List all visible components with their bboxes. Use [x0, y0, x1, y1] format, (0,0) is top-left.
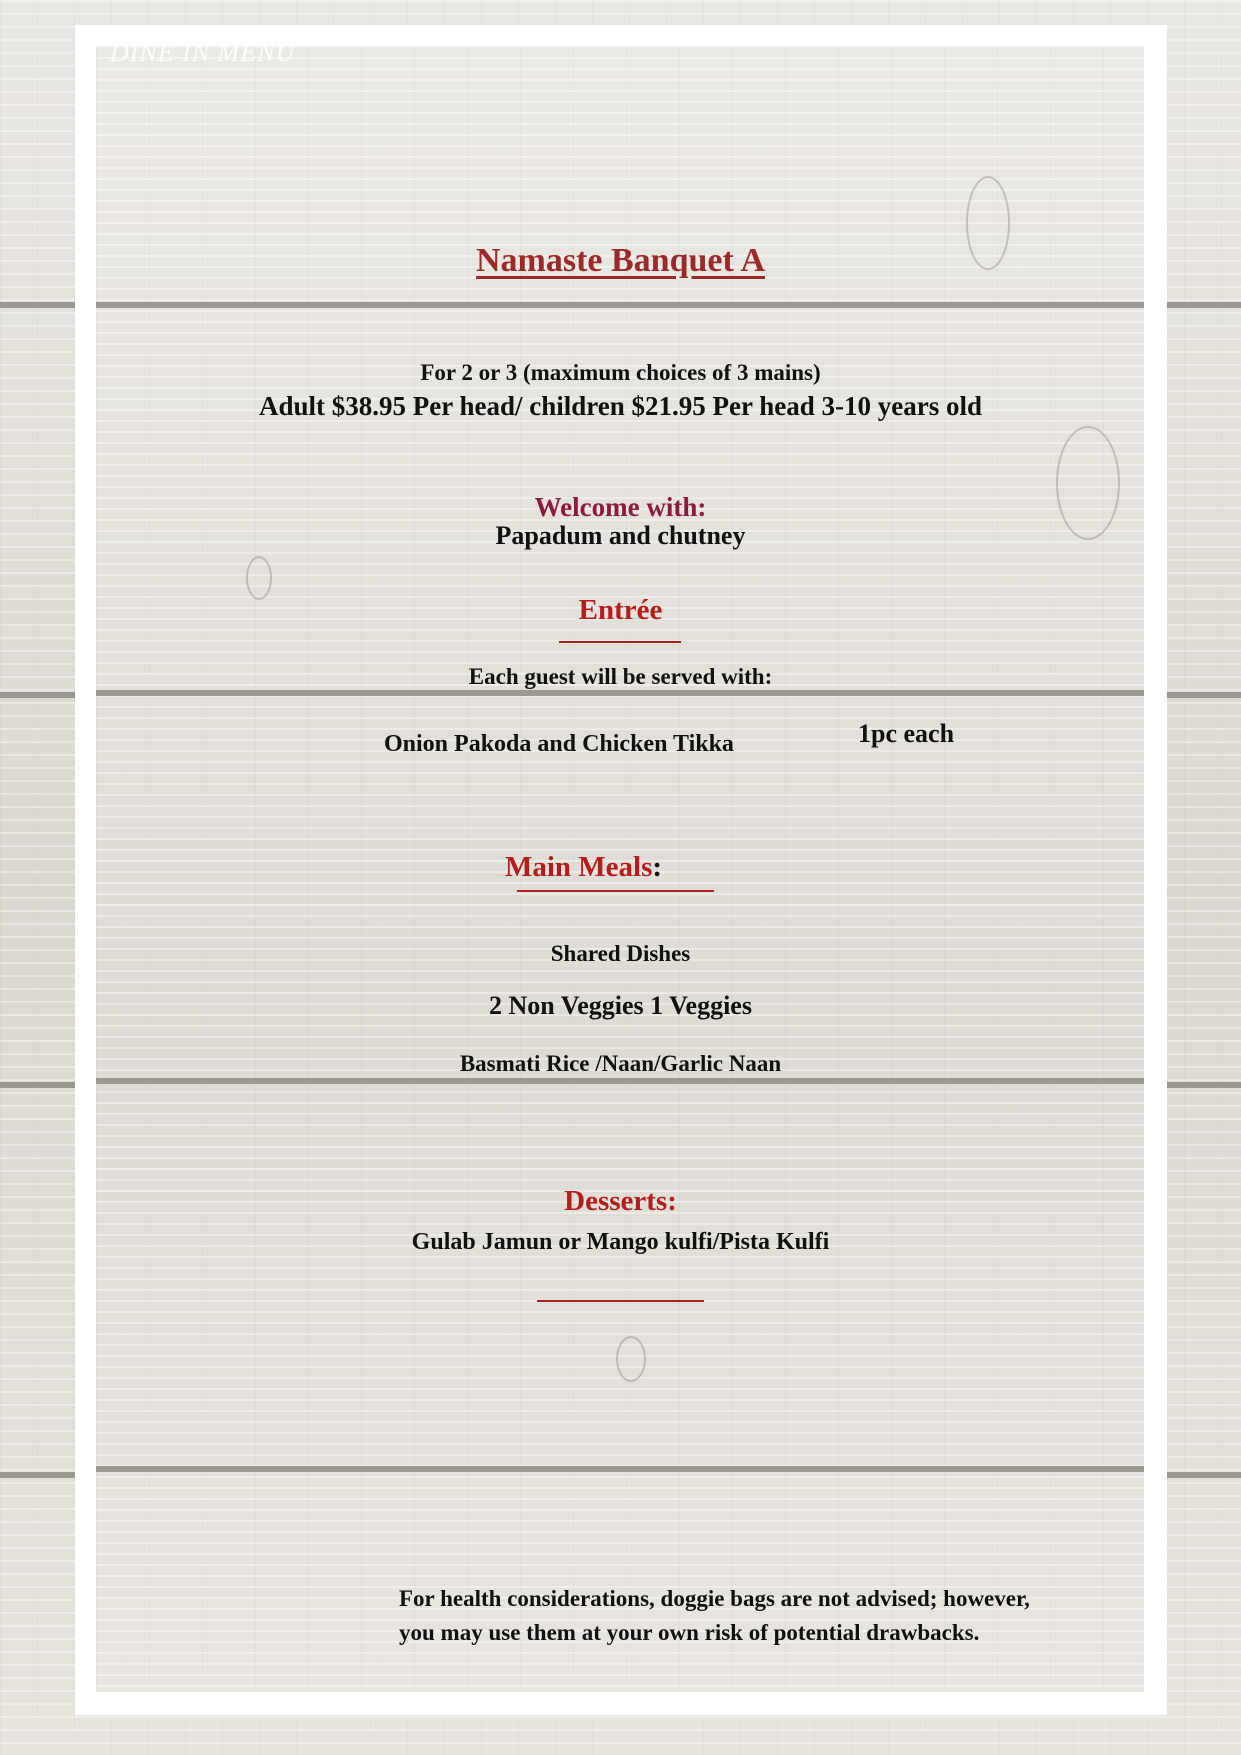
entree-heading: Entrée [578, 594, 663, 626]
main-meals-heading [505, 851, 662, 884]
entree-quantity: 1pc each [858, 719, 955, 748]
desserts-divider [537, 1300, 704, 1302]
notice-line-2: you may use them at your own risk of potential drawbacks. [399, 1620, 980, 1645]
page-title: Namaste Banquet A [475, 242, 766, 279]
entree-item: Onion Pakoda and Chicken Tikka [384, 731, 734, 757]
desserts-item: Gulab Jamun or Mango kulfi/Pista Kulfi [411, 1229, 830, 1255]
guest-count-line: For 2 or 3 (maximum choices of 3 mains) [420, 360, 821, 385]
wood-knot-decoration [616, 1336, 646, 1382]
entree-intro: Each guest will be served with: [468, 664, 773, 689]
main-meals-colon: : [652, 851, 663, 883]
main-meals-underline [517, 890, 714, 892]
notice-line-1: For health considerations, doggie bags are not advised; however, [399, 1586, 1030, 1611]
main-meals-label: Main Meals [505, 851, 653, 883]
dine-in-menu-watermark: DINE IN MENU [110, 38, 296, 67]
welcome-item: Papadum and chutney [495, 521, 746, 550]
entree-underline [559, 641, 681, 643]
main-sides: Basmati Rice /Naan/Garlic Naan [459, 1051, 782, 1076]
doggie-bag-notice [399, 1582, 1030, 1650]
shared-dishes-label: Shared Dishes [550, 941, 691, 966]
welcome-heading: Welcome with: [534, 492, 707, 522]
desserts-heading: Desserts: [564, 1185, 677, 1217]
price-line: Adult $38.95 Per head/ children $21.95 Per head 3-10 years old [258, 391, 982, 421]
main-dishes-choice: 2 Non Veggies 1 Veggies [489, 991, 752, 1020]
